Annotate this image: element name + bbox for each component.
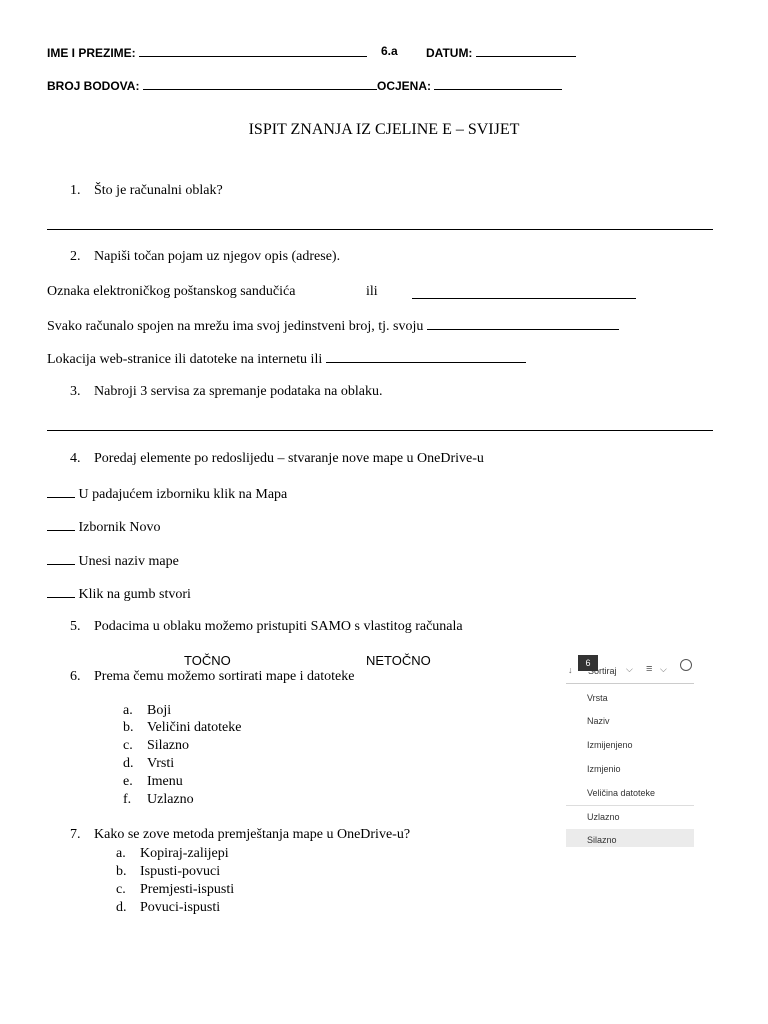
url-description: Lokacija web-stranice ili datoteke na internetu ili bbox=[47, 352, 323, 367]
q6-option[interactable] bbox=[123, 756, 174, 772]
option-text: Premjesti-ispusti bbox=[140, 882, 235, 897]
q4-step bbox=[47, 552, 179, 570]
question-1 bbox=[70, 183, 223, 199]
question-6 bbox=[70, 669, 354, 685]
sort-item-ascending[interactable]: Uzlazno bbox=[587, 812, 620, 822]
q4-step-text: Klik na gumb stvori bbox=[78, 587, 191, 602]
question-7-text: Kako se zove metoda premještanja mape u OneDrive-u? bbox=[94, 827, 411, 842]
sort-toolbar bbox=[566, 655, 694, 684]
question-1-text: Što je računalni oblak? bbox=[94, 183, 223, 198]
true-option[interactable]: TOČNO bbox=[184, 653, 231, 668]
question-5-text: Podacima u oblaku možemo pristupiti SAMO s vlastitog računala bbox=[94, 619, 463, 634]
email-blank[interactable] bbox=[412, 286, 636, 299]
option-text: Boji bbox=[147, 703, 172, 718]
q6-option[interactable] bbox=[123, 703, 171, 719]
question-2-line-1 bbox=[47, 284, 295, 300]
points-blank[interactable] bbox=[143, 77, 377, 90]
option-letter: d. bbox=[123, 756, 134, 771]
sort-arrow-icon: ↓ bbox=[568, 665, 573, 675]
class-label: 6.a bbox=[381, 44, 398, 58]
option-text: Vrsti bbox=[147, 756, 175, 771]
url-blank[interactable] bbox=[326, 350, 526, 363]
chevron-down-icon: ⌵ bbox=[626, 664, 633, 674]
sort-item-modified-by[interactable]: Izmjenio bbox=[587, 764, 621, 774]
option-text: Ispusti-povuci bbox=[140, 864, 221, 879]
option-text: Silazno bbox=[147, 738, 189, 753]
q4-step bbox=[47, 585, 191, 603]
option-text: Kopiraj-zalijepi bbox=[140, 846, 229, 861]
q4-step-text: U padajućem izborniku klik na Mapa bbox=[78, 487, 288, 502]
sort-badge: 6 bbox=[578, 655, 598, 671]
points-label: BROJ BODOVA: bbox=[47, 79, 140, 93]
question-7 bbox=[70, 827, 410, 843]
option-letter: b. bbox=[123, 720, 134, 735]
option-letter: a. bbox=[116, 846, 126, 861]
q7-option[interactable] bbox=[116, 864, 220, 880]
selected-highlight bbox=[566, 829, 694, 847]
q7-option[interactable] bbox=[116, 846, 229, 862]
question-3-number: 3. bbox=[70, 384, 81, 399]
option-letter: c. bbox=[116, 882, 126, 897]
q6-option[interactable] bbox=[123, 738, 189, 754]
or-label: ili bbox=[366, 284, 378, 299]
date-field-row bbox=[426, 44, 576, 60]
question-4 bbox=[70, 451, 484, 467]
sort-menu-image bbox=[566, 655, 694, 847]
q4-step-blank[interactable] bbox=[47, 485, 75, 498]
q4-step bbox=[47, 518, 161, 536]
option-text: Imenu bbox=[147, 774, 183, 789]
q4-step bbox=[47, 485, 287, 503]
option-text: Veličini datoteke bbox=[147, 720, 242, 735]
question-2-line-3 bbox=[47, 350, 526, 368]
question-4-text: Poredaj elemente po redoslijedu – stvaranje nove mape u OneDrive-u bbox=[94, 451, 484, 466]
ip-description: Svako računalo spojen na mrežu ima svoj jedinstveni broj, tj. svoju bbox=[47, 319, 424, 334]
menu-divider bbox=[566, 805, 694, 806]
grade-label: OCJENA: bbox=[377, 79, 432, 93]
ip-blank[interactable] bbox=[427, 317, 619, 330]
question-3 bbox=[70, 384, 382, 400]
sort-item-file-size[interactable]: Veličina datoteke bbox=[587, 788, 656, 798]
q7-option[interactable] bbox=[116, 900, 220, 916]
name-blank[interactable] bbox=[139, 44, 367, 57]
question-6-text: Prema čemu možemo sortirati mape i datoteke bbox=[94, 669, 355, 684]
option-letter: b. bbox=[116, 864, 127, 879]
chevron-down-icon: ⌵ bbox=[660, 664, 667, 674]
q6-option[interactable] bbox=[123, 792, 194, 808]
q4-step-blank[interactable] bbox=[47, 518, 75, 531]
q4-step-text: Unesi naziv mape bbox=[78, 554, 179, 569]
option-letter: a. bbox=[123, 703, 133, 718]
q4-step-blank[interactable] bbox=[47, 552, 75, 565]
q6-option[interactable] bbox=[123, 774, 183, 790]
question-5-number: 5. bbox=[70, 619, 81, 634]
option-text: Povuci-ispusti bbox=[140, 900, 221, 915]
view-options-icon[interactable]: ≡ bbox=[646, 663, 653, 675]
answer-line-3[interactable] bbox=[47, 430, 713, 431]
question-2-line-2 bbox=[47, 317, 619, 335]
answer-line-1[interactable] bbox=[47, 229, 713, 230]
question-2 bbox=[70, 249, 340, 265]
sort-item-type[interactable]: Vrsta bbox=[587, 693, 608, 703]
q4-step-text: Izbornik Novo bbox=[78, 520, 161, 535]
question-1-number: 1. bbox=[70, 183, 81, 198]
date-label: DATUM: bbox=[426, 46, 473, 60]
option-letter: f. bbox=[123, 792, 132, 807]
question-2-text: Napiši točan pojam uz njegov opis (adrese). bbox=[94, 249, 341, 264]
email-blank-wrap bbox=[412, 286, 636, 304]
info-icon[interactable] bbox=[680, 659, 692, 671]
name-field-row bbox=[47, 44, 367, 60]
option-letter: e. bbox=[123, 774, 133, 789]
question-2-number: 2. bbox=[70, 249, 81, 264]
option-letter: d. bbox=[116, 900, 127, 915]
question-4-number: 4. bbox=[70, 451, 81, 466]
points-field-row bbox=[47, 77, 377, 93]
date-blank[interactable] bbox=[476, 44, 576, 57]
q7-option[interactable] bbox=[116, 882, 234, 898]
q4-step-blank[interactable] bbox=[47, 585, 75, 598]
page-title: ISPIT ZNANJA IZ CJELINE E – SVIJET bbox=[248, 121, 520, 138]
grade-field-row bbox=[377, 77, 562, 93]
sort-item-modified[interactable]: Izmijenjeno bbox=[587, 740, 633, 750]
email-description: Oznaka elektroničkog poštanskog sandučića bbox=[47, 284, 296, 299]
question-6-number: 6. bbox=[70, 669, 81, 684]
grade-blank[interactable] bbox=[434, 77, 562, 90]
q6-option[interactable] bbox=[123, 720, 241, 736]
sort-item-descending[interactable]: Silazno bbox=[587, 835, 617, 845]
name-label: IME I PREZIME: bbox=[47, 46, 136, 60]
option-letter: c. bbox=[123, 738, 133, 753]
question-7-number: 7. bbox=[70, 827, 81, 842]
question-5 bbox=[70, 619, 463, 635]
option-text: Uzlazno bbox=[147, 792, 194, 807]
sort-button[interactable]: Sortiraj bbox=[588, 666, 617, 676]
sort-item-name[interactable]: Naziv bbox=[587, 716, 610, 726]
question-3-text: Nabroji 3 servisa za spremanje podataka na oblaku. bbox=[94, 384, 383, 399]
false-option[interactable]: NETOČNO bbox=[366, 653, 431, 668]
